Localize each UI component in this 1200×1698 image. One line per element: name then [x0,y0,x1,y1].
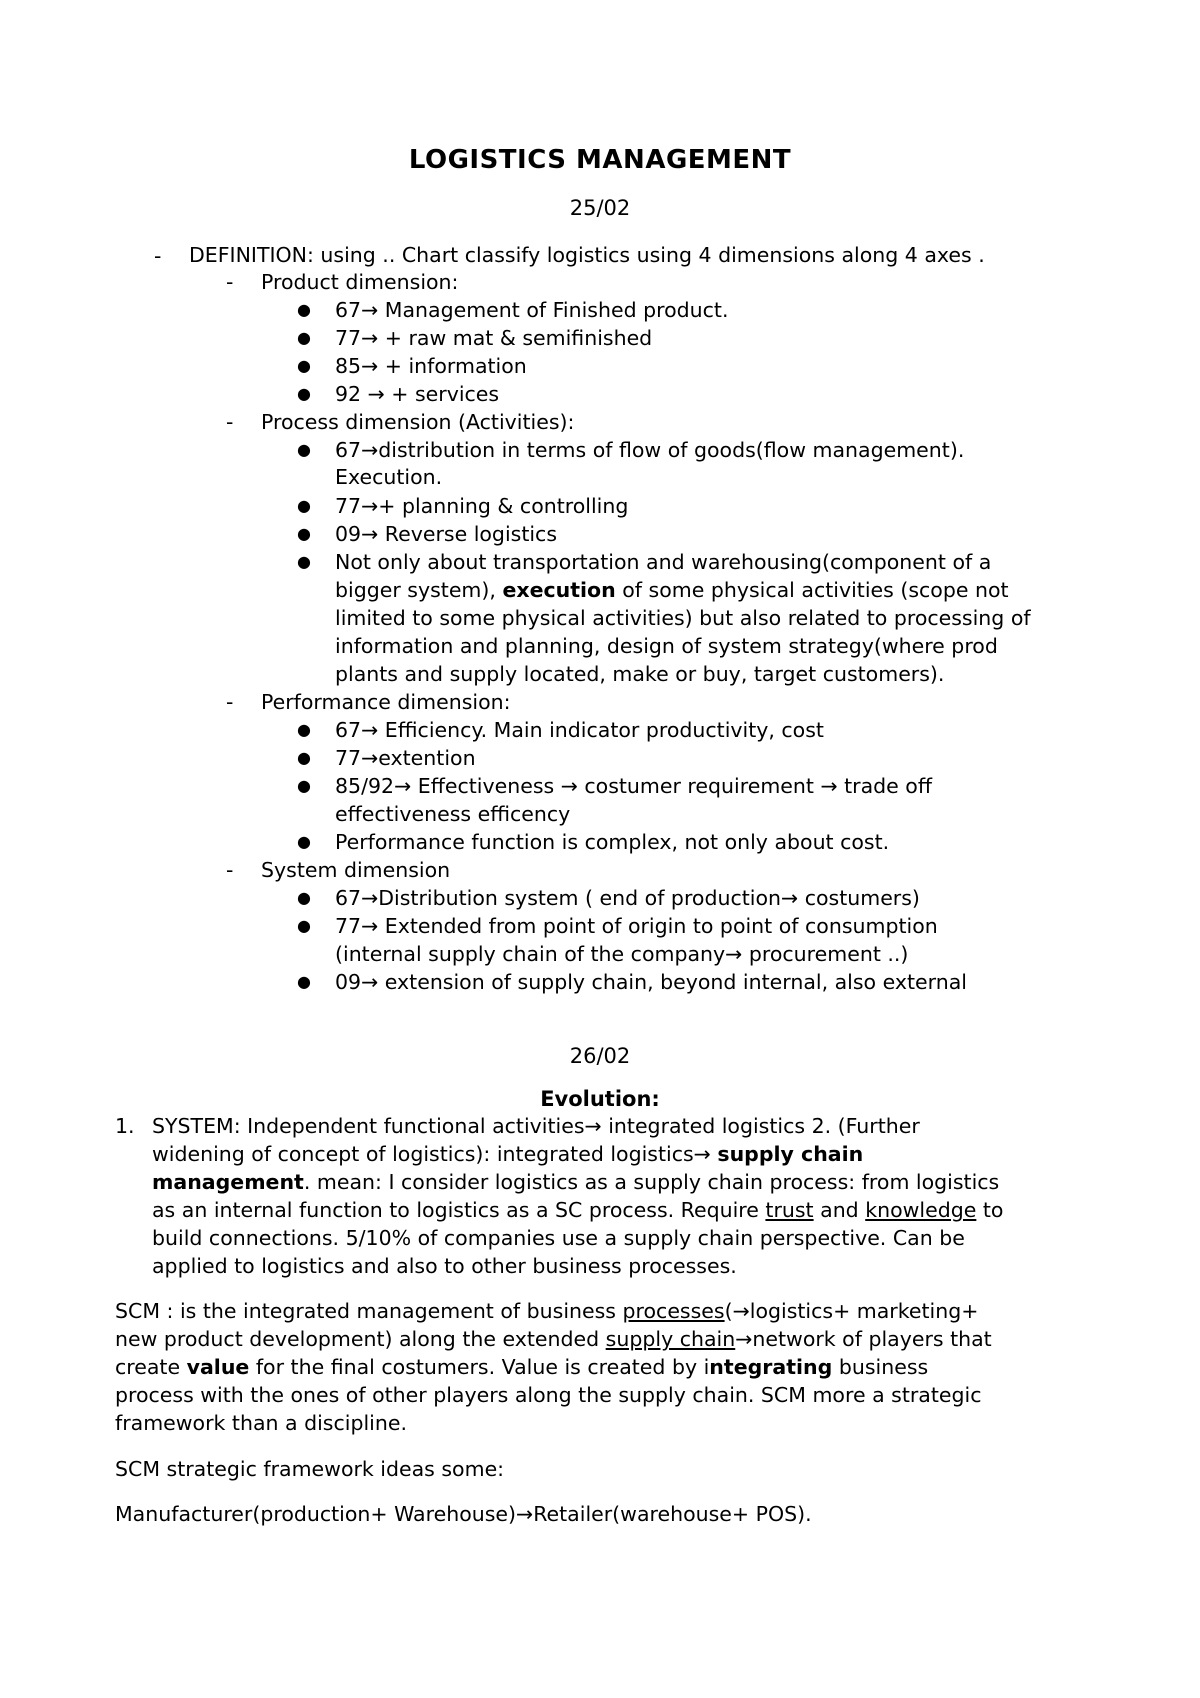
bullet-dot: ● [297,776,311,795]
bullet-dot: ● [297,496,311,515]
list-number: 1. [115,1114,135,1138]
paragraph-line: management. mean: I consider logistics as a supply chain process: from logistics [152,1170,1000,1194]
list-item: 67→ Management of Finished product. [335,298,729,322]
bullet-dot: ● [297,748,311,767]
process-heading: Process dimension (Activities): [261,410,575,434]
bold-term: management [152,1170,304,1194]
list-item: 67→distribution in terms of flow of goods(flow management). [335,438,965,462]
paragraph-line: widening of concept of logistics): integrated logistics→ supply chain [152,1142,864,1166]
list-item: 77→ + raw mat & semifinished [335,326,653,350]
list-item-continuation: effectiveness efficency [335,802,571,826]
bullet-dot: ● [297,384,311,403]
evolution-heading: Evolution: [540,1087,660,1111]
underlined-term: trust [765,1198,814,1222]
system-heading: System dimension [261,858,451,882]
bullet-dot: ● [297,524,311,543]
list-item: 85/92→ Effectiveness → costumer requirement → trade off [335,774,932,798]
dash-bullet: - [226,858,234,882]
bold-term: ntegrating [709,1355,833,1379]
list-item: 67→Distribution system ( end of production→ costumers) [335,886,920,910]
bullet-dot: ● [297,832,311,851]
paragraph-line: Manufacturer(production+ Warehouse)→Retailer(warehouse+ POS). [115,1502,812,1526]
performance-heading: Performance dimension: [261,690,511,714]
bullet-dot: ● [297,720,311,739]
dash-bullet: - [154,244,162,268]
list-item: 77→ Extended from point of origin to point of consumption [335,914,938,938]
date-heading-2: 26/02 [569,1044,631,1068]
list-item: Performance function is complex, not only about cost. [335,830,890,854]
bullet-dot: ● [297,356,311,375]
paragraph-line: framework than a discipline. [115,1411,407,1435]
paragraph-line: applied to logistics and also to other business processes. [152,1254,737,1278]
product-heading: Product dimension: [261,270,459,294]
underlined-term: supply chain [605,1327,736,1351]
date-heading-1: 25/02 [569,196,631,220]
list-item: 09→ extension of supply chain, beyond internal, also external [335,970,967,994]
underlined-term: processes [622,1299,725,1323]
paragraph-line: new product development) along the extended supply chain→network of players that [115,1327,992,1351]
bullet-dot: ● [297,916,311,935]
bold-term: execution [502,578,616,602]
bold-term: value [186,1355,250,1379]
underlined-term: knowledge [865,1198,977,1222]
list-item: Not only about transportation and warehousing(component of a [335,550,992,574]
list-item-continuation: Execution. [335,465,443,489]
list-item: 77→extention [335,746,476,770]
list-item: 92 → + services [335,382,500,406]
list-item-continuation: information and planning, design of system strategy(where prod [335,634,998,658]
dash-bullet: - [226,690,234,714]
list-item-continuation: limited to some physical activities) but also related to processing of [335,606,1031,630]
page-title: LOGISTICS MANAGEMENT [408,145,792,175]
paragraph-line: SCM strategic framework ideas some: [115,1457,505,1481]
paragraph-line: SYSTEM: Independent functional activities→ integrated logistics 2. (Further [152,1114,920,1138]
paragraph-line: create value for the final costumers. Value is created by integrating business [115,1355,929,1379]
dash-bullet: - [226,270,234,294]
list-item: 09→ Reverse logistics [335,522,558,546]
list-item: 85→ + information [335,354,527,378]
bullet-dot: ● [297,300,311,319]
list-item: 77→+ planning & controlling [335,494,629,518]
bold-term: supply chain [717,1142,864,1166]
paragraph-line: process with the ones of other players along the supply chain. SCM more a strategic [115,1383,982,1407]
bullet-dot: ● [297,888,311,907]
bullet-dot: ● [297,972,311,991]
dash-bullet: - [226,410,234,434]
paragraph-line: as an internal function to logistics as a SC process. Require trust and knowledge to [152,1198,1004,1222]
list-item-continuation: (internal supply chain of the company→ procurement ..) [335,942,909,966]
bullet-dot: ● [297,552,311,571]
list-item-continuation: bigger system), execution of some physical activities (scope not [335,578,1009,602]
bullet-dot: ● [297,440,311,459]
definition-text: DEFINITION: using .. Chart classify logistics using 4 dimensions along 4 axes . [189,243,985,267]
list-item-continuation: plants and supply located, make or buy, target customers). [335,662,945,686]
list-item: 67→ Efficiency. Main indicator productivity, cost [335,718,824,742]
paragraph-line: SCM : is the integrated management of business processes(→logistics+ marketing+ [115,1299,979,1323]
bullet-dot: ● [297,328,311,347]
paragraph-line: build connections. 5/10% of companies use a supply chain perspective. Can be [152,1226,965,1250]
